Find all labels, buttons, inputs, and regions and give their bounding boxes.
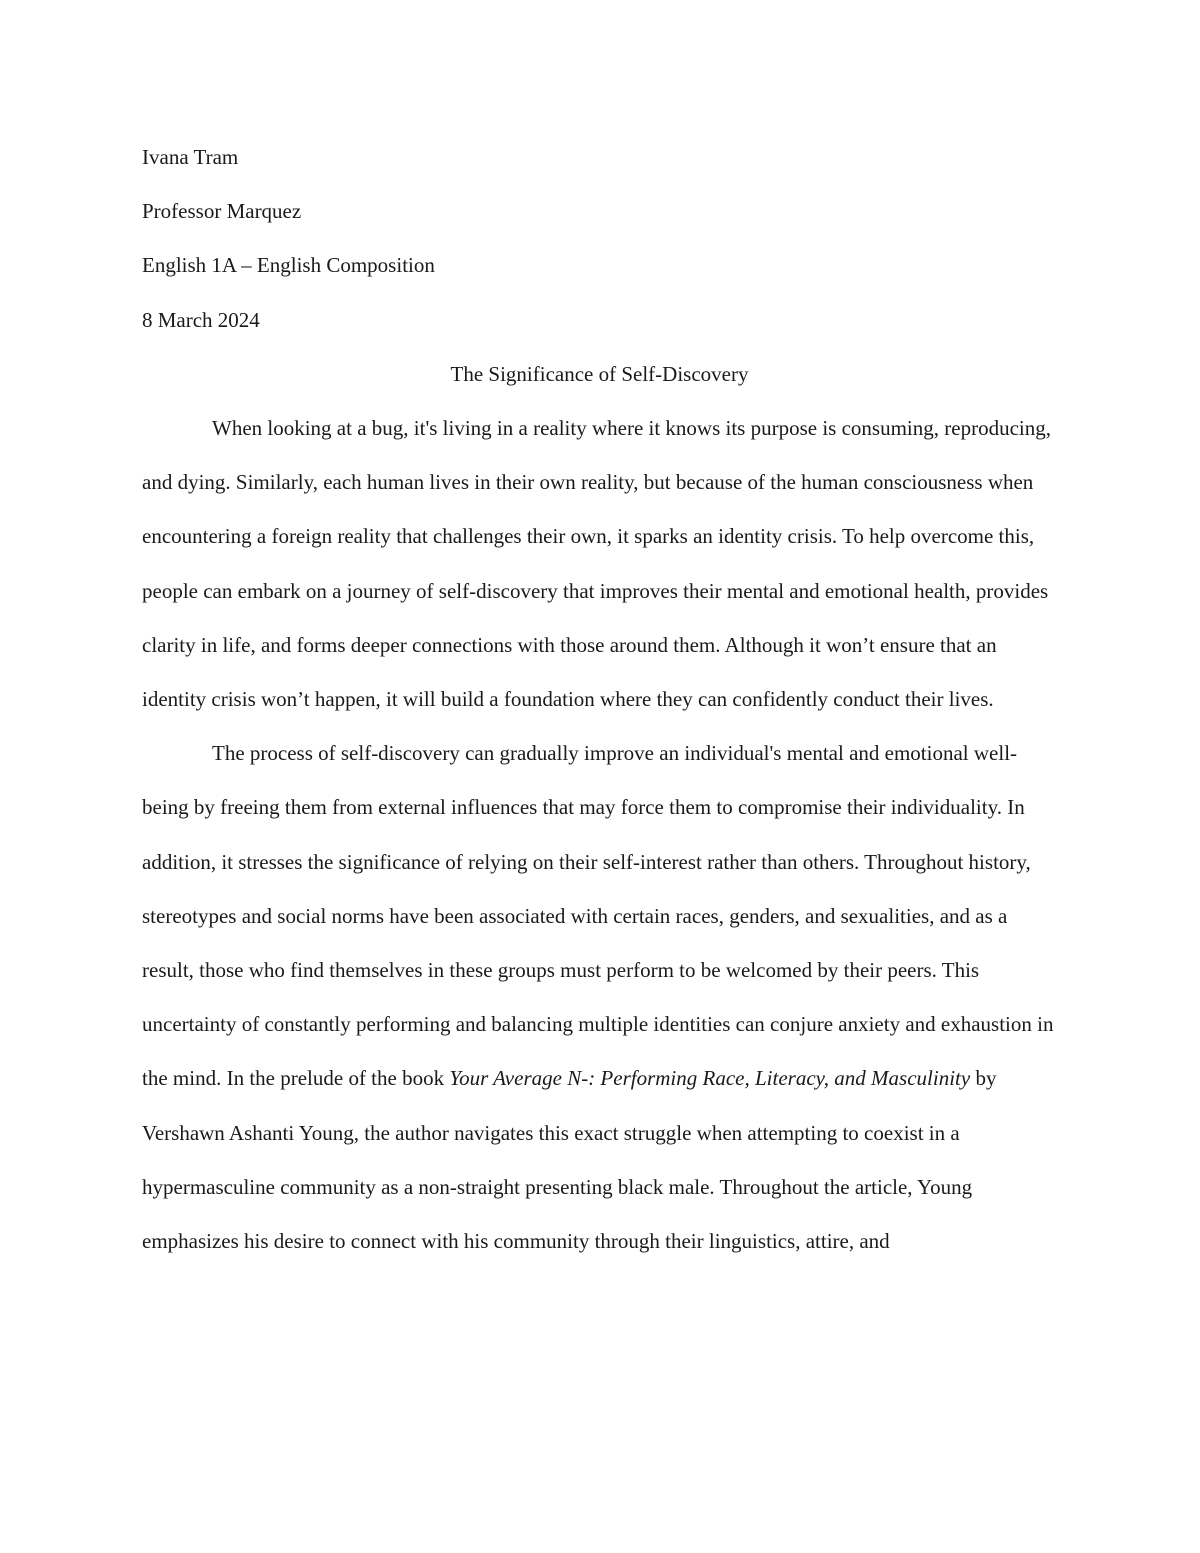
essay-body [142, 130, 1057, 1268]
paragraph-2 [142, 726, 1057, 1268]
course-name: English 1A – English Composition [142, 253, 435, 278]
professor-name: Professor Marquez [142, 199, 302, 224]
paragraph-2-text-after: by Vershawn Ashanti Young, the author navigates this exact struggle when attempting to coexist in a hypermasculine community as a non-straight presenting black male. Throughout the article, Young emphasizes his desire to connect with his community through their linguistics, attire, and [142, 1066, 997, 1254]
essay-title: The Significance of Self-Discovery [450, 361, 749, 386]
paragraph-2-text-before: The process of self-discovery can gradually improve an individual's mental and emotional well-being by freeing them from external influences that may force them to compromise their individuality. In addition, it stresses the significance of relying on their self-interest rather than others. Throughout history, stereotypes and social norms have been associated with certain races, genders, and sexualities, and as a result, those who find themselves in these groups must perform to be welcomed by their peers. This uncertainty of constantly performing and balancing multiple identities can conjure anxiety and exhaustion in the mind. In the prelude of the book [142, 741, 1054, 1091]
essay-date: 8 March 2024 [142, 307, 260, 332]
paragraph-1: When looking at a bug, it's living in a reality where it knows its purpose is consuming, reproducing, and dying. Similarly, each human lives in their own reality, but because of the human consciousness when encountering a foreign reality that challenges their own, it sparks an identity crisis. To help overcome this, people can embark on a journey of self-discovery that improves their mental and emotional health, provides clarity in life, and forms deeper connections with those around them. Although it won’t ensure that an identity crisis won’t happen, it will build a foundation where they can confidently conduct their lives. [142, 416, 1051, 712]
author-name: Ivana Tram [142, 145, 239, 169]
book-title: Your Average N-: Performing Race, Literacy, and Masculinity [449, 1066, 971, 1091]
